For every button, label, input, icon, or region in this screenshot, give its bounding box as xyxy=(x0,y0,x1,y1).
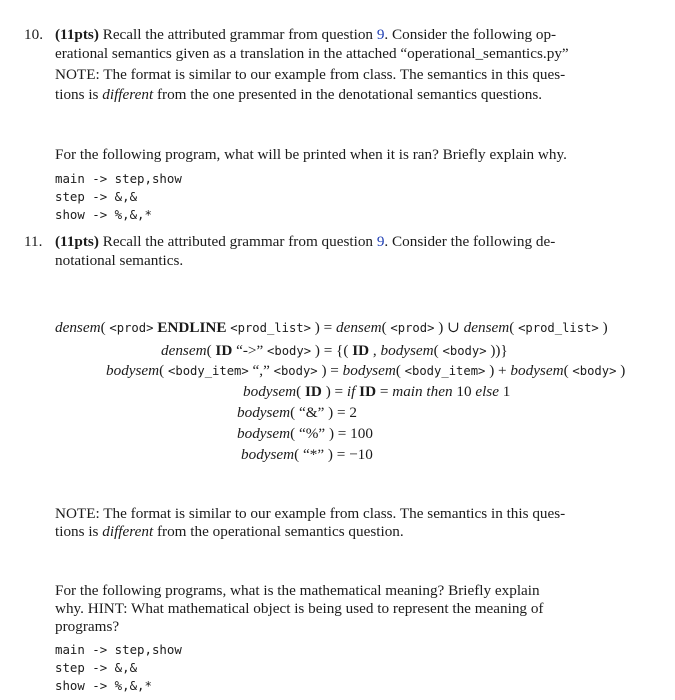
q11-code-line: show -> %,&,* xyxy=(55,678,152,693)
q11-text: Recall the attributed grammar from question xyxy=(102,233,374,250)
q11-note-line1: NOTE: The format is similar to our example from class. The semantics in this ques- xyxy=(55,505,566,522)
q11-code-line: main -> step,show xyxy=(55,642,182,657)
q11-prompt-line2: why. HINT: What mathematical object is being used to represent the meaning of xyxy=(55,600,544,617)
q10-line2: erational semantics given as a translation in the attached “operational_semantics.py” xyxy=(55,45,569,62)
q10-ref-link[interactable]: 9 xyxy=(376,26,385,43)
q11-prompt-line3: programs? xyxy=(55,618,120,635)
q10-text: . Consider the following op- xyxy=(384,26,557,43)
q11-number: 11. xyxy=(24,233,43,250)
q11-ref-link[interactable]: 9 xyxy=(376,233,385,250)
q10-text: Recall the attributed grammar from question xyxy=(102,26,374,43)
eq-bodysem-star: bodysem( “*” ) = −10 xyxy=(241,446,373,463)
eq-densem-prod-list: densem( <prod> ENDLINE <prod_list> ) = densem( <prod> ) ∪ densem( <prod_list> ) xyxy=(55,319,608,336)
q11-code-line: step -> &,& xyxy=(55,660,138,675)
q11-note-text: tions is xyxy=(55,523,99,540)
eq-bodysem-id: bodysem( ID ) = if ID = main then 10 else 1 xyxy=(243,383,511,400)
q11-note-emphasis: different xyxy=(102,523,154,540)
q11-prompt-line1: For the following programs, what is the mathematical meaning? Briefly explain xyxy=(55,582,540,599)
eq-densem-id: densem( ID “->” <body> ) = {( ID , bodysem( <body> ))} xyxy=(161,342,508,359)
q10-code-line: show -> %,&,* xyxy=(55,207,152,222)
q10-code-line: step -> &,& xyxy=(55,189,138,204)
q11-line1 xyxy=(55,233,555,251)
q10-note-line2 xyxy=(55,86,542,104)
q11-line2: notational semantics. xyxy=(55,252,184,269)
q10-prompt: For the following program, what will be printed when it is ran? Briefly explain why. xyxy=(55,146,567,163)
q10-points: (11pts) xyxy=(55,26,99,43)
q11-points: (11pts) xyxy=(55,233,99,250)
eq-bodysem-amp: bodysem( “&” ) = 2 xyxy=(237,404,357,421)
q11-note-text: from the operational semantics question. xyxy=(156,523,404,540)
q10-note-text: tions is xyxy=(55,86,99,103)
q11-text: . Consider the following de- xyxy=(384,233,556,250)
q10-note-emphasis: different xyxy=(102,86,154,103)
q10-note-text: from the one presented in the denotational semantics questions. xyxy=(156,86,543,103)
q10-note-line1: NOTE: The format is similar to our example from class. The semantics in this ques- xyxy=(55,66,566,83)
q10-line1 xyxy=(55,26,556,44)
q10-number: 10. xyxy=(24,26,43,43)
eq-bodysem-body-item: bodysem( <body_item> “,” <body> ) = bodysem( <body_item> ) + bodysem( <body> ) xyxy=(106,362,626,379)
q10-code-line: main -> step,show xyxy=(55,171,182,186)
q11-note-line2 xyxy=(55,523,404,541)
eq-bodysem-pct: bodysem( “%” ) = 100 xyxy=(237,425,373,442)
